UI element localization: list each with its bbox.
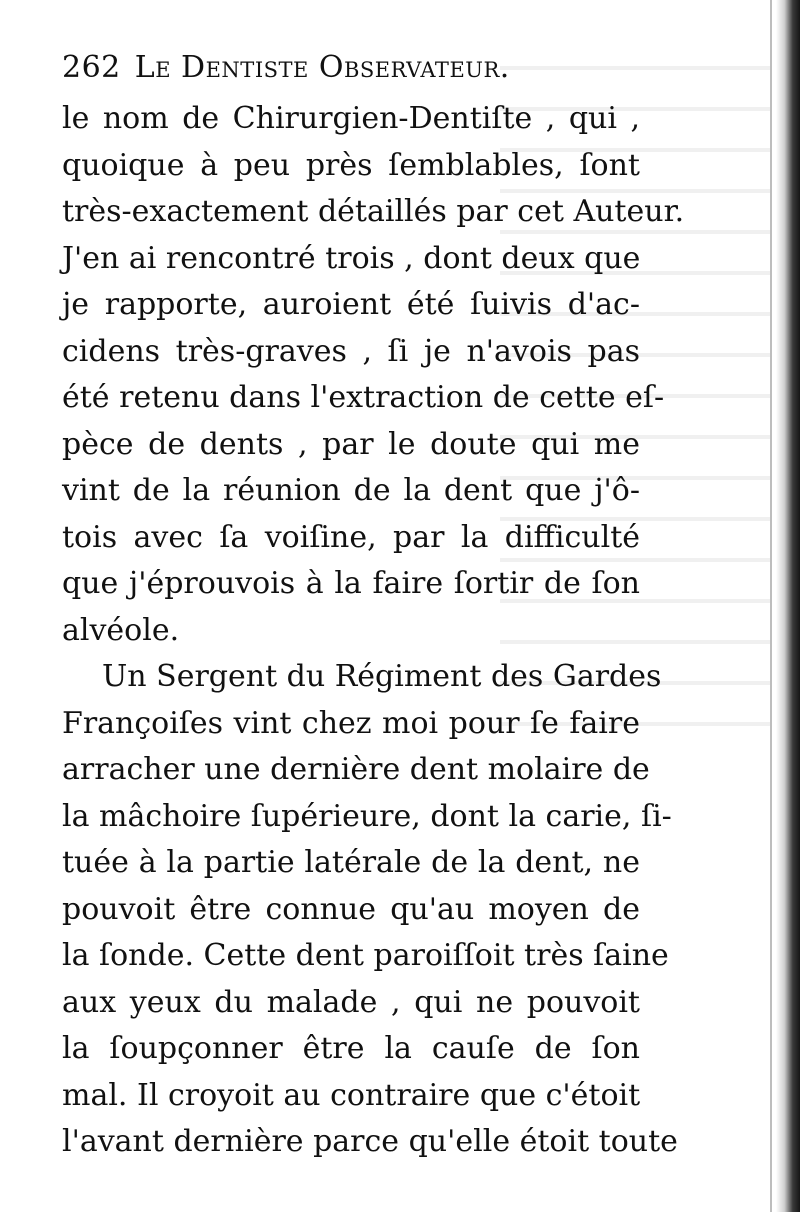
- text-line: mal. Il croyoit au contraire que c'étoit: [62, 1077, 641, 1113]
- text-line: je rapporte, auroient été ſuivis d'ac-: [62, 287, 640, 322]
- paragraph-start-line: Un Sergent du Régiment des Gardes: [102, 659, 662, 694]
- text-line: quoique à peu près ſemblables, ſont: [62, 147, 640, 183]
- text-line: la ſonde. Cette dent paroiſſoit très ſaine: [62, 938, 669, 973]
- text-line: été retenu dans l'extraction de cette eſ-: [62, 380, 665, 415]
- text-block: [62, 50, 685, 1166]
- text-line: tois avec ſa voiſine, par la difficulté: [62, 519, 640, 555]
- paragraph-end-line: alvéole.: [62, 612, 180, 648]
- running-title: Le Dentiste Observateur.: [134, 50, 510, 85]
- text-line: arracher une dernière dent molaire de: [62, 752, 650, 787]
- text-line: J'en ai rencontré trois , dont deux que: [62, 240, 641, 276]
- text-line: que j'éprouvois à la faire ſortir de ſon: [62, 566, 640, 601]
- page-fold-line: [770, 0, 772, 1212]
- page-edge-shadow: [776, 0, 800, 1212]
- text-line: Françoiſes vint chez moi pour ſe faire: [62, 705, 640, 741]
- text-line: vint de la réunion de la dent que j'ô-: [62, 473, 640, 508]
- text-line: pouvoit être connue qu'au moyen de: [62, 891, 640, 927]
- text-line: tuée à la partie latérale de la dent, ne: [62, 845, 640, 880]
- page-header: [62, 50, 640, 96]
- page-number: 262: [62, 50, 121, 85]
- text-line: très-exactement détaillés par cet Auteur.: [62, 194, 685, 229]
- text-line: le nom de Chirurgien-Dentiſte , qui ,: [62, 101, 640, 136]
- text-line: l'avant dernière parce qu'elle étoit toute: [62, 1124, 678, 1159]
- text-line: pèce de dents , par le doute qui me: [62, 426, 640, 462]
- text-line: la mâchoire ſupérieure, dont la carie, ſi-: [62, 798, 672, 834]
- text-line: aux yeux du malade , qui ne pouvoit: [62, 984, 640, 1020]
- text-line: la ſoupçonner être la cauſe de ſon: [62, 1031, 640, 1066]
- text-line: cidens très-graves , ſi je n'avois pas: [62, 333, 640, 369]
